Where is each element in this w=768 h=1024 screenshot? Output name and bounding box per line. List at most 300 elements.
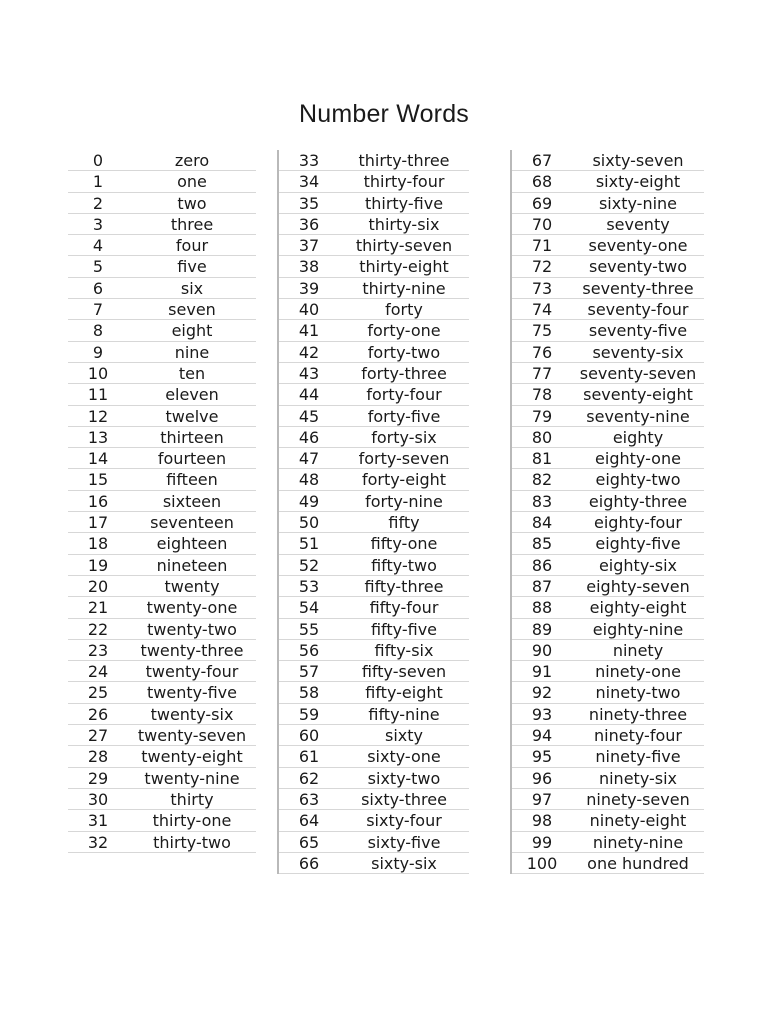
number-word: sixty-three [361,789,447,809]
table-row [68,555,256,576]
number-digit: 100 [526,853,558,873]
number-digit: 32 [87,832,109,852]
table-row [68,746,256,767]
number-word: thirteen [160,427,224,447]
number-digit: 14 [87,449,109,469]
number-digit: 42 [298,342,320,362]
table-row [68,640,256,661]
number-word: sixteen [162,491,222,511]
number-word: eighty-three [588,491,688,511]
table-row [279,256,469,277]
number-word: fifty-one [370,534,438,554]
number-digit: 91 [531,662,553,682]
number-digit: 58 [298,683,320,703]
table-row [68,235,256,256]
number-digit: 7 [92,300,104,320]
number-word: sixty-six [371,853,437,873]
number-word: thirty-one [152,811,232,831]
table-row [512,278,704,299]
number-digit: 80 [531,427,553,447]
number-word: fifty [388,513,420,533]
table-row [279,342,469,363]
number-word: seventy-two [588,257,687,277]
number-digit: 98 [531,811,553,831]
table-row [68,278,256,299]
number-digit: 53 [298,576,320,596]
table-row [512,320,704,341]
number-digit: 3 [92,214,104,234]
number-word: ninety-eight [589,811,687,831]
number-digit: 74 [531,300,553,320]
number-word: seventeen [150,513,234,533]
number-digit: 59 [298,704,320,724]
number-column-1 [68,150,256,853]
number-word: thirty-nine [362,278,446,298]
number-digit: 6 [92,278,104,298]
table-row [512,171,704,192]
number-word: twenty-six [150,704,234,724]
number-word: sixty-seven [592,151,684,170]
number-word: fifty-two [371,555,437,575]
number-word: thirty-seven [355,236,453,256]
number-digit: 49 [298,491,320,511]
table-row [279,512,469,533]
number-word: four [175,236,209,256]
number-word: seventy-eight [583,385,693,405]
number-digit: 52 [298,555,320,575]
table-row [512,256,704,277]
number-word: thirty [170,789,214,809]
number-digit: 19 [87,555,109,575]
number-word: fifty-four [369,598,439,618]
number-word: twenty-three [140,640,244,660]
number-digit: 75 [531,321,553,341]
number-word: forty-three [361,363,447,383]
table-row [68,342,256,363]
number-word: sixty-one [367,747,441,767]
table-row [512,555,704,576]
number-digit: 68 [531,172,553,192]
number-word: one hundred [587,853,689,873]
number-digit: 12 [87,406,109,426]
table-row [512,832,704,853]
number-word: ninety-seven [586,789,690,809]
table-row [279,278,469,299]
table-row [68,619,256,640]
number-digit: 56 [298,640,320,660]
number-word: zero [174,151,210,170]
number-digit: 31 [87,811,109,831]
table-row [68,384,256,405]
number-digit: 60 [298,726,320,746]
table-row [512,469,704,490]
number-digit: 65 [298,832,320,852]
table-row [279,640,469,661]
number-word: ninety-two [595,683,681,703]
number-digit: 16 [87,491,109,511]
number-digit: 72 [531,257,553,277]
number-word: forty-four [366,385,442,405]
number-digit: 38 [298,257,320,277]
number-word: fifty-five [370,619,438,639]
table-row [512,725,704,746]
number-digit: 86 [531,555,553,575]
number-digit: 2 [92,193,104,213]
table-row [68,597,256,618]
number-digit: 84 [531,513,553,533]
table-row [68,150,256,171]
number-digit: 48 [298,470,320,490]
number-column-2 [277,150,469,874]
number-word: sixty-five [367,832,441,852]
number-digit: 23 [87,640,109,660]
table-row [279,533,469,554]
table-row [68,363,256,384]
number-word: seventy-one [588,236,688,256]
number-word: eighty-one [595,449,681,469]
number-word: seventy-six [592,342,684,362]
table-row [279,704,469,725]
number-digit: 40 [298,300,320,320]
table-row [279,619,469,640]
table-row [279,725,469,746]
number-word: six [180,278,204,298]
number-digit: 64 [298,811,320,831]
number-digit: 35 [298,193,320,213]
number-digit: 51 [298,534,320,554]
number-word: eighty-two [595,470,681,490]
table-row [512,512,704,533]
table-row [512,661,704,682]
table-row [68,810,256,831]
number-digit: 50 [298,513,320,533]
number-word: ninety-six [598,768,678,788]
table-row [512,384,704,405]
number-word: ninety-nine [592,832,684,852]
table-row [512,682,704,703]
number-word: seventy-four [587,300,689,320]
number-word: eight [171,321,213,341]
table-row [512,597,704,618]
number-word: nineteen [156,555,228,575]
number-digit: 22 [87,619,109,639]
table-row [279,789,469,810]
number-word: thirty-eight [359,257,449,277]
table-row [279,661,469,682]
number-digit: 96 [531,768,553,788]
number-digit: 78 [531,385,553,405]
number-word: one [177,172,207,192]
number-word: forty-one [367,321,441,341]
number-word: eleven [165,385,219,405]
number-digit: 55 [298,619,320,639]
table-row [279,768,469,789]
number-word: forty-five [367,406,441,426]
number-column-3 [510,150,704,874]
number-word: seventy-nine [586,406,690,426]
table-row [68,469,256,490]
table-row [512,768,704,789]
number-digit: 44 [298,385,320,405]
table-row [279,384,469,405]
number-word: twenty-two [147,619,237,639]
number-word: three [170,214,214,234]
table-row [279,469,469,490]
table-row [512,235,704,256]
table-row [68,193,256,214]
number-word: thirty-six [368,214,440,234]
table-row [512,363,704,384]
number-digit: 69 [531,193,553,213]
table-row [512,427,704,448]
table-row [279,597,469,618]
number-word: seven [168,300,216,320]
table-row [279,235,469,256]
number-digit: 8 [92,321,104,341]
number-digit: 97 [531,789,553,809]
table-row [512,533,704,554]
number-digit: 81 [531,449,553,469]
table-row [512,853,704,874]
number-digit: 99 [531,832,553,852]
table-row [279,150,469,171]
table-row [512,448,704,469]
number-word: seventy-three [582,278,694,298]
number-word: sixty-two [367,768,441,788]
table-row [68,171,256,192]
number-digit: 63 [298,789,320,809]
number-digit: 76 [531,342,553,362]
number-digit: 93 [531,704,553,724]
table-row [512,619,704,640]
number-digit: 4 [92,236,104,256]
number-word: twenty-one [146,598,238,618]
number-word: thirty-four [363,172,445,192]
table-row [279,363,469,384]
table-row [512,214,704,235]
number-word: forty-six [371,427,437,447]
number-digit: 92 [531,683,553,703]
number-word: forty-eight [361,470,447,490]
number-digit: 62 [298,768,320,788]
number-digit: 1 [92,172,104,192]
number-digit: 95 [531,747,553,767]
table-row [68,789,256,810]
number-word: forty-two [367,342,441,362]
number-word: eighty-nine [592,619,684,639]
number-digit: 34 [298,172,320,192]
number-word: fifteen [166,470,218,490]
number-word: twelve [165,406,219,426]
table-row [68,768,256,789]
number-digit: 73 [531,278,553,298]
table-row [68,214,256,235]
table-row [279,832,469,853]
number-word: ninety-one [595,662,681,682]
number-digit: 39 [298,278,320,298]
table-row [68,448,256,469]
number-word: fifty-six [374,640,434,660]
number-digit: 87 [531,576,553,596]
table-row [279,406,469,427]
number-word: eighty-four [594,513,682,533]
table-row [68,320,256,341]
number-digit: 89 [531,619,553,639]
number-word: fifty-eight [365,683,443,703]
table-row [279,491,469,512]
number-word: thirty-five [364,193,444,213]
number-word: twenty-five [147,683,237,703]
number-word: twenty-seven [137,726,247,746]
number-word: seventy-seven [579,363,697,383]
number-digit: 9 [92,342,104,362]
table-row [68,661,256,682]
number-word: sixty [385,726,423,746]
page-title: Number Words [298,100,470,128]
number-digit: 10 [87,363,109,383]
number-word: sixty-four [366,811,442,831]
number-digit: 26 [87,704,109,724]
number-digit: 46 [298,427,320,447]
table-row [68,256,256,277]
number-word: ninety-five [595,747,681,767]
table-row [279,320,469,341]
number-digit: 27 [87,726,109,746]
number-word: eighty-five [595,534,681,554]
table-row [68,299,256,320]
number-word: forty-seven [358,449,450,469]
table-row [512,704,704,725]
number-digit: 94 [531,726,553,746]
table-row [68,406,256,427]
table-row [68,576,256,597]
number-digit: 71 [531,236,553,256]
table-row [279,810,469,831]
number-digit: 43 [298,363,320,383]
number-digit: 17 [87,513,109,533]
number-digit: 66 [298,853,320,873]
number-digit: 13 [87,427,109,447]
number-digit: 54 [298,598,320,618]
table-row [68,704,256,725]
number-word: eighty-seven [586,576,690,596]
number-word: five [177,257,207,277]
number-digit: 36 [298,214,320,234]
table-row [279,193,469,214]
number-word: twenty-eight [141,747,243,767]
table-row [512,406,704,427]
number-word: ten [178,363,206,383]
number-digit: 90 [531,640,553,660]
number-digit: 11 [87,385,109,405]
table-row [279,682,469,703]
number-word: seventy-five [588,321,688,341]
number-word: eighty-eight [589,598,687,618]
number-digit: 70 [531,214,553,234]
number-word: thirty-three [358,151,450,170]
number-word: thirty-two [153,832,231,852]
table-row [68,491,256,512]
table-row [512,193,704,214]
table-row [512,810,704,831]
table-row [512,746,704,767]
number-digit: 41 [298,321,320,341]
number-digit: 82 [531,470,553,490]
number-digit: 28 [87,747,109,767]
number-digit: 67 [531,151,553,170]
number-digit: 33 [298,151,320,170]
number-word: ninety-three [588,704,688,724]
number-word: fourteen [157,449,227,469]
number-word: twenty [164,576,220,596]
number-word: sixty-eight [595,172,681,192]
number-digit: 24 [87,662,109,682]
table-row [279,214,469,235]
number-word: ninety-four [594,726,682,746]
number-digit: 85 [531,534,553,554]
number-digit: 5 [92,257,104,277]
number-word: fifty-nine [368,704,440,724]
table-row [279,853,469,874]
table-row [512,576,704,597]
table-row [68,533,256,554]
table-row [279,427,469,448]
table-row [512,342,704,363]
table-row [279,746,469,767]
number-digit: 61 [298,747,320,767]
number-digit: 88 [531,598,553,618]
number-word: forty [385,300,423,320]
number-digit: 83 [531,491,553,511]
number-word: eighty-six [598,555,678,575]
number-digit: 25 [87,683,109,703]
number-digit: 57 [298,662,320,682]
table-row [512,150,704,171]
table-row [279,299,469,320]
number-word: seventy [606,214,670,234]
number-word: fifty-three [364,576,444,596]
table-row [279,555,469,576]
number-word: ninety [612,640,664,660]
table-row [512,491,704,512]
table-row [279,171,469,192]
number-word: eighteen [156,534,228,554]
number-digit: 15 [87,470,109,490]
number-word: nine [174,342,210,362]
table-row [68,725,256,746]
number-digit: 79 [531,406,553,426]
number-digit: 18 [87,534,109,554]
table-row [68,682,256,703]
number-digit: 20 [87,576,109,596]
table-row [512,640,704,661]
table-row [279,448,469,469]
number-word: forty-nine [365,491,443,511]
number-word: sixty-nine [598,193,678,213]
number-word: eighty [612,427,664,447]
number-digit: 77 [531,363,553,383]
number-digit: 37 [298,236,320,256]
number-word: two [177,193,207,213]
number-digit: 29 [87,768,109,788]
table-row [68,832,256,853]
table-row [512,789,704,810]
table-row [512,299,704,320]
table-row [279,576,469,597]
table-row [68,427,256,448]
number-digit: 0 [92,151,104,170]
number-word: fifty-seven [361,662,447,682]
